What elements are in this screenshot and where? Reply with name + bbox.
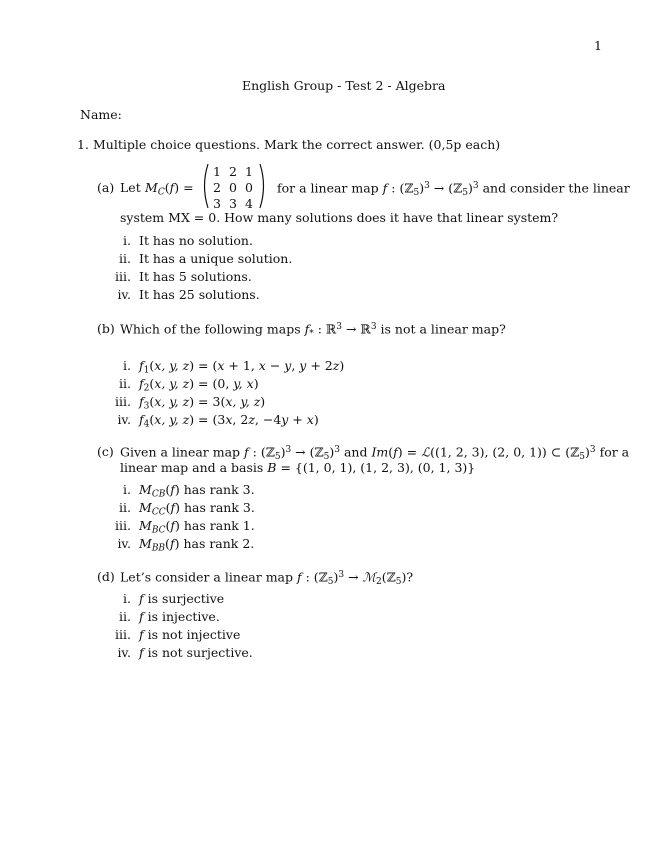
name-label: Name: [80,107,122,122]
matrix-cell: 3 [229,196,237,211]
matrix-cell: 2 [229,164,237,179]
question-text: Multiple choice questions. Mark the correct answer. (0,5p each) [93,137,501,152]
part-a-label: (a) [97,180,115,195]
part-a-option: iii. It has 5 solutions. [115,269,252,284]
matrix-cell: 0 [245,180,253,195]
matrix-cell: 3 [213,196,221,211]
part-d-option: i. f is surjective [123,591,225,606]
part-a-option: i. It has no solution. [123,233,253,248]
question-number: 1. [77,137,89,152]
part-c-label: (c) [97,444,114,459]
part-a-option: ii. It has a unique solution. [119,251,293,266]
part-c-question-line1: Given a linear map f : (ℤ$_5$)$^3$ → (ℤ$_5$)$^3$ and Im(f) = ℒ((1, 2, 3), (2, 0, 1)) ⊂ (ℤ$_5$)$^3$ for a [120,444,630,463]
part-b-option: iii. $f_3(x$, y, z) = 3(x, y, z) [115,394,266,412]
part-b-label: (b) [97,321,115,336]
matrix-right-paren [258,163,268,209]
part-b-option: iv. $f_4(x$, y, z) = (3x, 2z, −4y + x) [117,412,319,430]
part-a-matrix [200,163,270,213]
matrix-cell: 1 [245,164,253,179]
page-number: 1 [594,38,602,53]
part-c-option: iv. $M_{BB}(f)$ has rank 2. [117,536,255,554]
part-a-mc-f: $M_C(f)$ = [145,180,194,198]
part-a-map-text: for a linear map f : (ℤ$_5$)$^3$ → (ℤ$_5$)$^3$ and consider the linear [277,180,630,199]
matrix-cell: 4 [245,196,253,211]
part-b-question: Which of the following maps $f_*$ : ℝ$^3$ → ℝ$^3$ is not a linear map? [120,321,506,340]
matrix-left-paren [200,163,210,209]
part-d-option: ii. f is injective. [119,609,220,624]
matrix-cell: 1 [213,164,221,179]
part-a-continuation: system MX = 0. How many solutions does it have that linear system? [120,210,559,225]
part-c-option: iii. $M_{BC}(f)$ has rank 1. [115,518,255,536]
part-d-option: iii. f is not injective [115,627,241,642]
part-d-question: Let’s consider a linear map f : (ℤ$_5$)$^3$ → ℳ$_2$(ℤ$_5$)? [120,569,414,588]
page-title: English Group - Test 2 - Algebra [242,78,446,93]
matrix-cell: 2 [213,180,221,195]
part-c-option: i. $M_{CB}(f)$ has rank 3. [123,482,255,500]
part-a-let: Let [120,180,141,195]
part-c-question-line2: linear map and a basis B = {(1, 0, 1), (1, 2, 3), (0, 1, 3)} [120,460,476,475]
matrix-cell: 0 [229,180,237,195]
part-d-label: (d) [97,569,115,584]
part-d-option: iv. f is not surjective. [117,645,253,660]
part-c-option: ii. $M_{CC}(f)$ has rank 3. [119,500,255,518]
part-b-option: i. $f_1(x$, y, z) = (x + 1, x − y, y + 2z) [123,358,345,376]
part-a-option: iv. It has 25 solutions. [117,287,260,302]
part-b-option: ii. $f_2(x$, y, z) = (0, y, x) [119,376,259,394]
